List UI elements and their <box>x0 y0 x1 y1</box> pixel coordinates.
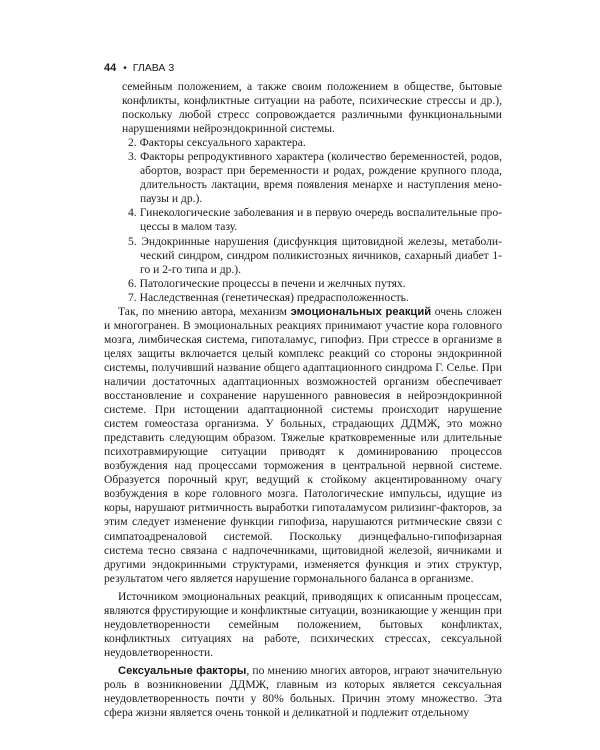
page-body <box>104 80 502 720</box>
paragraph-text: очень сложен и многогранен. В эмоциональных реакциях принимают участие кора головного мозга, лимбическая система, гипоталамус, гипофиз. При стрессе в организме в целях защиты включается целый комплекс реакций со стороны эндокринной системы, получивший название общего адаптационного синдрома Г. Селье. При наличии достаточных адаптационных возможностей организм обеспечивает восстановление и сохранение нарушенного равновесия в нейроэндокринной системе. При истощении адаптационной системы происходит нарушение систем гомеостаза организма. У больных, страдающих ДДМЖ, это можно представить следующим образом. Тяжелые кратковременные или длительные психотравмирующие ситуации приводят к доминированию процессов возбуждения над процессами торможения в центральной нервной системе. Образуется порочный круг, ведущий к стойкому акцентированному очагу возбуждения в коре головного мозга. Патологические импульсы, идущие из коры, нарушают ритмичность выработки гипоталамусом рилизинг-факторов, за этим следует изменение функции гипофиза, нарушаются ритмические связи с симпатоадреналовой системой. Поскольку диэнцефально-гипофизарная система тесно связана с надпочечниками, щитовидной железой, яичниками и другими эндокринными структурами, изменяется функция и этих структур, результатом чего является нарушение гормонального баланса в организме. <box>104 304 502 585</box>
paragraph-sexual-factors <box>104 664 502 720</box>
paragraph-text: Так, по мнению автора, механизм <box>118 304 291 318</box>
list-item: 3. Факторы репродуктивного характера (количество беременностей, родов, абортов, возраст при беременности и родах, рождение крупного плода, длительность лактации, время появления менархе и наступления менопаузы и др.). <box>128 150 502 206</box>
list-item: 6. Патологические процессы в печени и желчных путях. <box>128 276 406 290</box>
bullet-separator: • <box>123 62 127 74</box>
chapter-label: ГЛАВА 3 <box>132 62 175 74</box>
paragraph-emotional-reactions <box>104 305 502 586</box>
paragraph-sources: Источником эмоциональных реакций, приводящих к описанным процессам, являются фрустирующие и конфликтные ситуации, возникающие у женщин при неудовлетворенности семейным положением, бытовых конфликтах, конфликтных ситуациях на работе, психических стрессах, сексуальной неудовлетворенности. <box>104 589 502 659</box>
paragraph-text: , по мнению многих авторов, играют значительную роль в возникновении ДДМЖ, главным из которых является сексуальная неудовлетворенность почти у 80% больных. Причин этому множество. Эта сфера жизни является очень тонкой и деликатной и подлежит отдельному <box>104 663 502 720</box>
list-item: 7. Наследственная (генетическая) предрасположенность. <box>128 290 409 304</box>
list-item: 4. Гинекологические заболевания и в первую очередь воспалительные процессы в малом тазу. <box>128 206 502 234</box>
list-item: 5. Эндокринные нарушения (дисфункция щитовидной железы, метаболический синдром, синдром поликистозных яичников, сахарный диабет 1-го и 2-го типа и др.). <box>128 234 502 276</box>
bold-term: Сексуальные факторы <box>118 664 247 677</box>
bold-term: эмоциональных реакций <box>290 305 432 318</box>
continued-paragraph: семейным положением, а также своим положением в обществе, бытовые конфликты, конфликтные ситуации на работе, психические стрессы и др.), поскольку любой стресс сопровождается различными функциональными нарушениями нейроэндокринной системы. <box>122 80 502 136</box>
list-item: 2. Факторы сексуального характера. <box>128 136 306 150</box>
running-header <box>104 61 174 75</box>
page-number: 44 <box>104 62 117 74</box>
